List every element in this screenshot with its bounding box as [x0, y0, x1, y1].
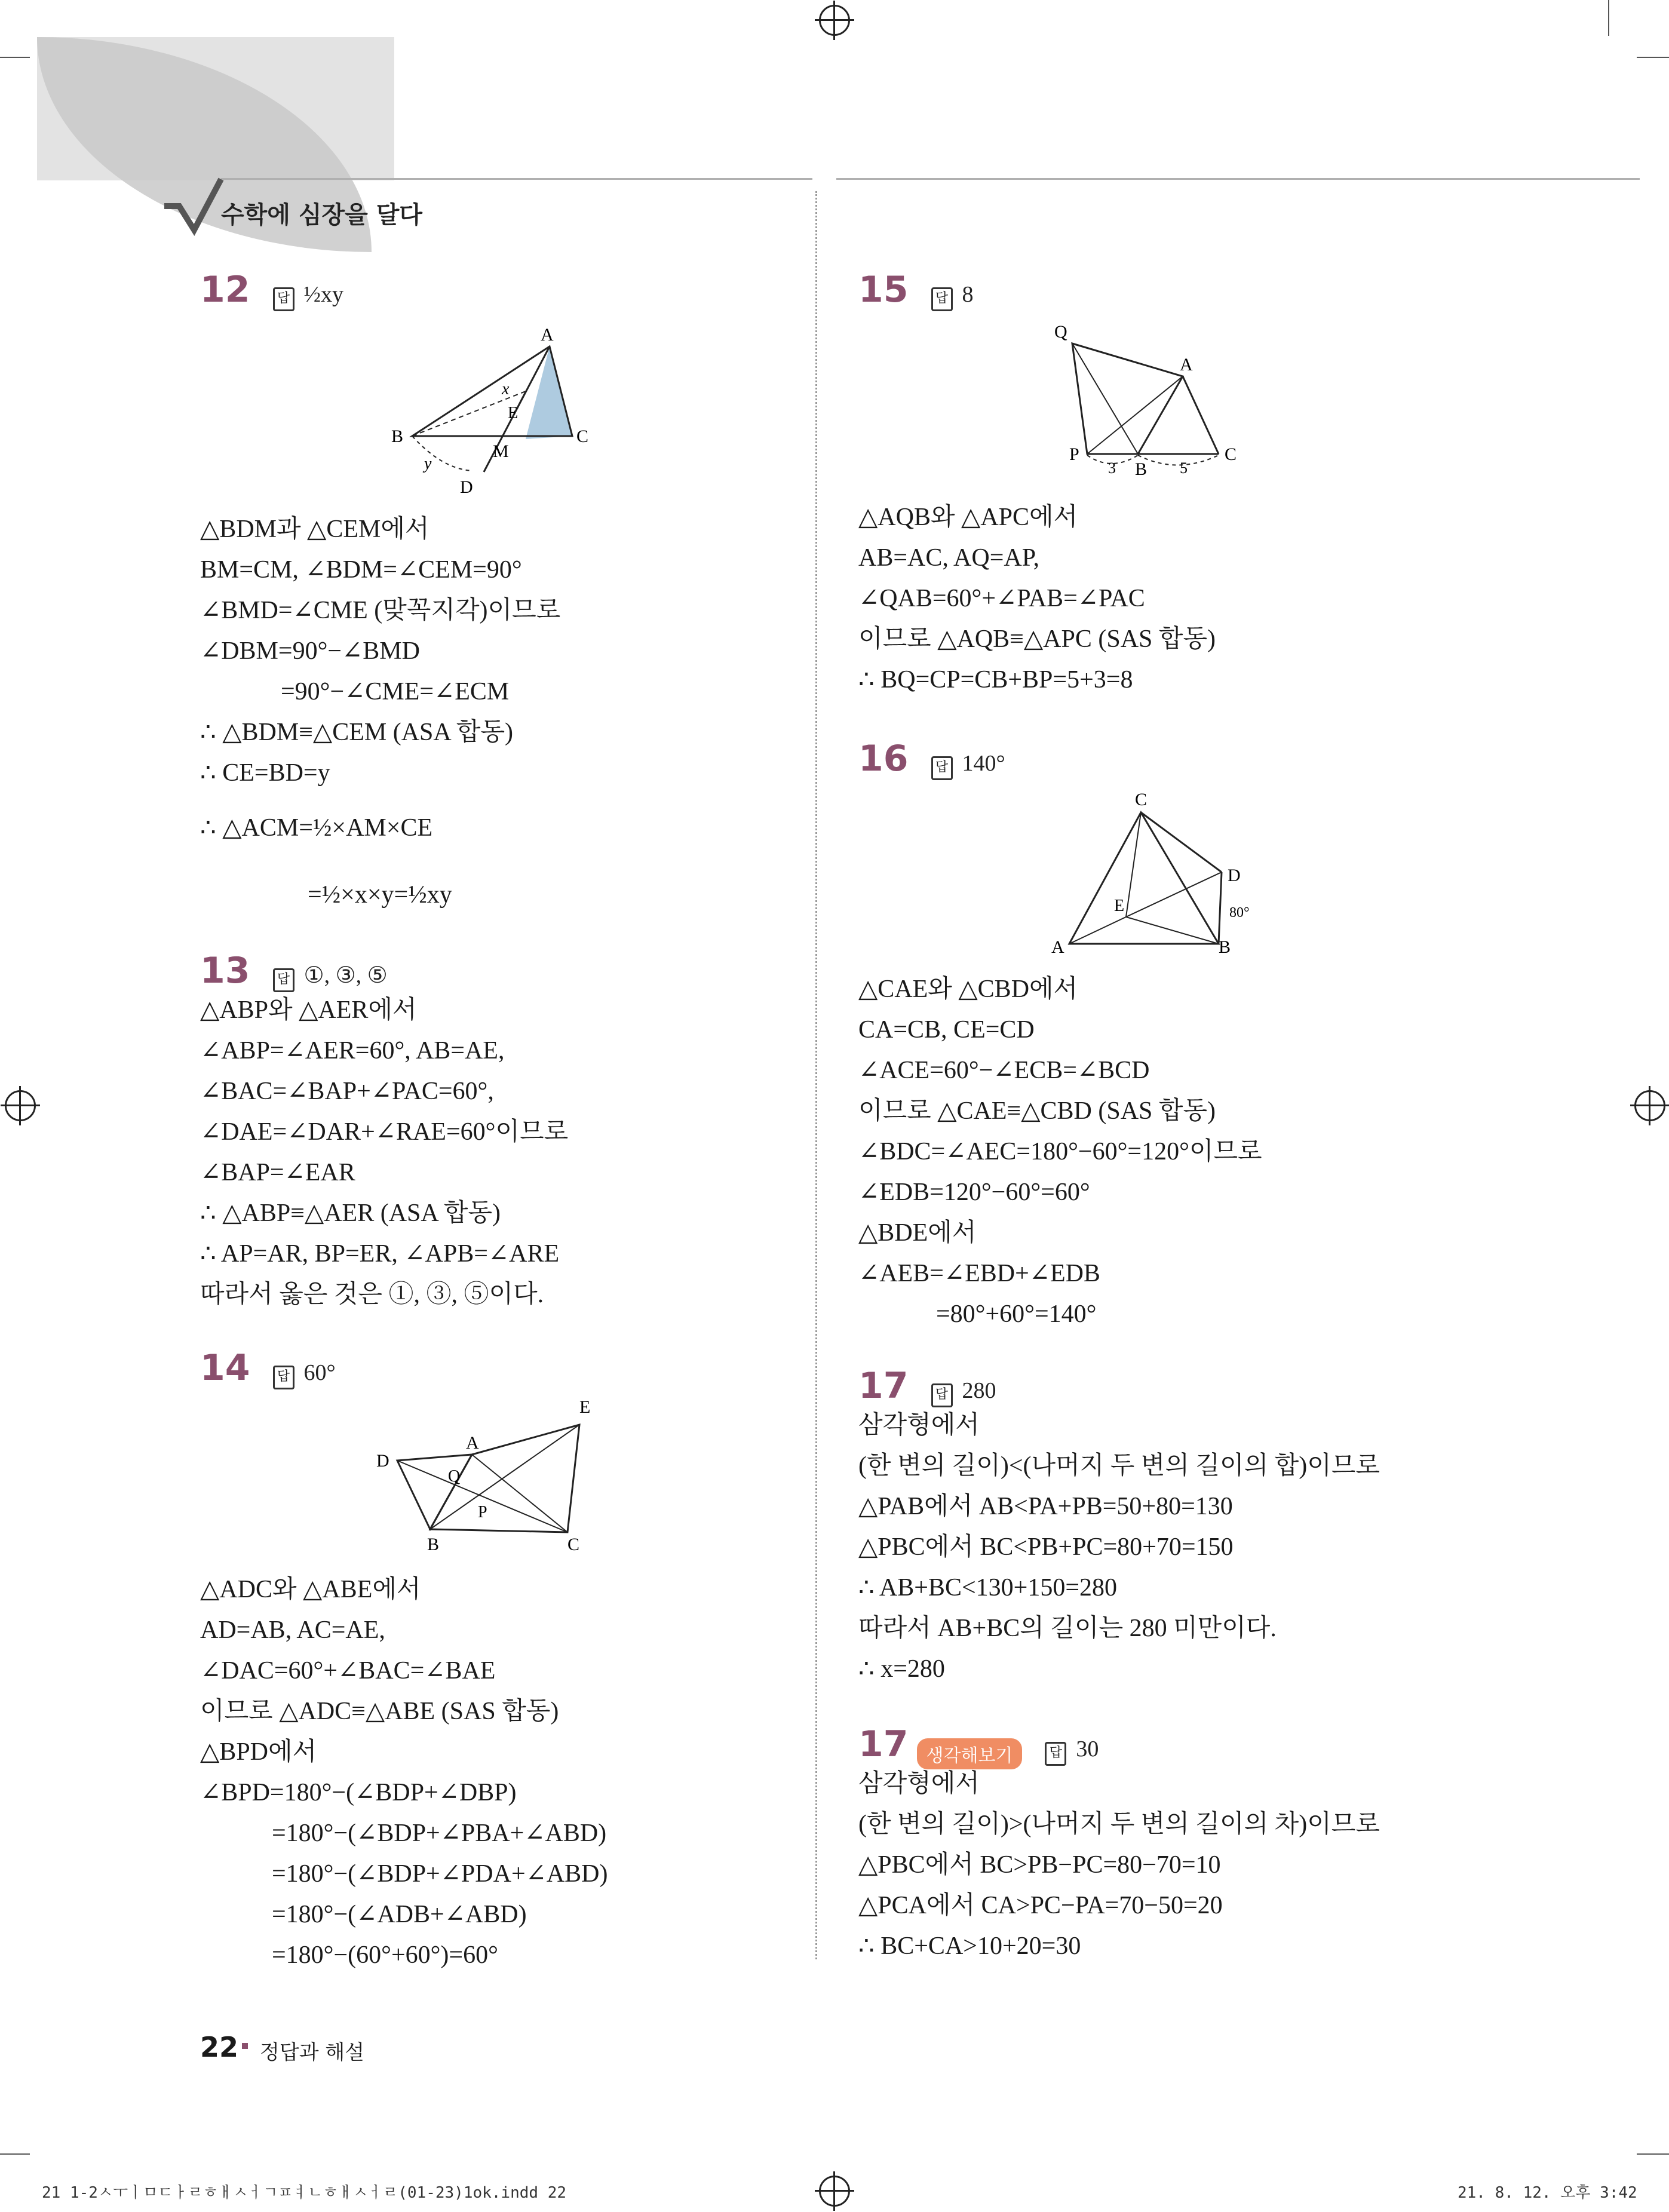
solution-line: =180°−(∠BDP+∠PBA+∠ABD): [272, 1820, 607, 1847]
problem-15-header: [858, 269, 974, 311]
problem-16-solution: [858, 977, 1262, 1327]
answer-value: 280: [962, 1378, 996, 1403]
solution-line: =180°−(60°+60°)=60°: [272, 1941, 498, 1969]
problem-number: 16: [858, 738, 909, 780]
solution-line: ∠AEB=∠EBD+∠EDB: [858, 1260, 1100, 1287]
label-C: C: [567, 1535, 580, 1554]
registration-mark-right: [1634, 1090, 1665, 1121]
registration-mark-top: [819, 5, 850, 36]
label-3: 3: [1108, 459, 1116, 477]
answer-value: ½xy: [303, 282, 343, 307]
answer-value: 30: [1076, 1737, 1099, 1762]
answer-icon: 답: [273, 968, 294, 992]
page-number: 22: [200, 2031, 239, 2063]
answer-value: ①, ③, ⑤: [303, 963, 388, 988]
solution-line: =180°−(∠BDP+∠PDA+∠ABD): [272, 1860, 608, 1888]
solution-line: △CAE와 △CBD에서: [858, 975, 1078, 1003]
problem-16-header: [858, 738, 1005, 780]
figure-15: [1045, 317, 1260, 484]
solution-line: △BPD에서: [200, 1738, 317, 1766]
solution-line: △ABP와 △AER에서: [200, 996, 417, 1024]
label-A: A: [1051, 937, 1064, 957]
solution-line: △BDM과 △CEM에서: [200, 516, 429, 543]
solution-line: =180°−(∠ADB+∠ABD): [272, 1901, 527, 1928]
answer-icon: 답: [1045, 1742, 1066, 1766]
footer-bullet: [242, 2043, 248, 2049]
solution-line: 따라서 AB+BC의 길이는 280 미만이다.: [858, 1615, 1277, 1642]
solution-line: =80°+60°=140°: [936, 1300, 1097, 1328]
solution-line: △ADC와 △ABE에서: [200, 1576, 421, 1603]
solution-line: ∠BMD=∠CME (맞꼭지각)이므로: [200, 597, 561, 624]
problem-12-solution: [200, 517, 560, 907]
label-E: E: [579, 1397, 591, 1417]
problem-17b-header: [858, 1723, 1099, 1769]
answer-value: 140°: [962, 751, 1005, 776]
problem-number: 13: [200, 950, 250, 992]
answer-icon: 답: [931, 1383, 953, 1407]
problem-17-header: [858, 1365, 996, 1407]
label-D: D: [1228, 866, 1241, 885]
solution-line: (한 변의 길이)>(나머지 두 변의 길이의 차)이므로: [858, 1811, 1380, 1838]
figure-16: [1039, 789, 1278, 962]
footer-label: 정답과 해설: [260, 2041, 365, 2064]
label-D: D: [376, 1451, 389, 1471]
crop-mark: [1637, 2153, 1669, 2155]
solution-line: ∴ △BDM≡△CEM (ASA 합동): [200, 719, 514, 746]
solution-line: ∴ △ACM=½×AM×CE: [200, 814, 433, 842]
label-C: C: [1225, 444, 1237, 464]
label-B: B: [1135, 459, 1148, 479]
problem-number: 14: [200, 1347, 250, 1389]
problem-15-solution: [858, 505, 1216, 692]
figure-12: [382, 323, 609, 502]
print-slug-left: 21 1-2ㅅㅜㅣㅁㄷㅏㄹㅎㅐㅅㅓㄱㅍㅕㄴㅎㅐㅅㅓㄹ(01-23)1ok.indd 22: [42, 2184, 567, 2202]
brand-title: 수학에 심장을 달다: [221, 201, 422, 229]
solution-line: ∠BAP=∠EAR: [200, 1159, 355, 1186]
solution-line: 삼각형에서: [858, 1412, 980, 1439]
answer-icon: 답: [273, 1366, 294, 1389]
problem-number: 12: [200, 269, 250, 311]
label-A: A: [466, 1433, 479, 1453]
print-slug-right: 21. 8. 12. 오후 3:42: [1458, 2184, 1637, 2202]
problem-14-solution: [200, 1577, 608, 1968]
label-C: C: [576, 427, 589, 446]
solution-line: BM=CM, ∠BDM=∠CEM=90°: [200, 556, 522, 584]
solution-line: △PBC에서 BC>PB−PC=80−70=10: [858, 1851, 1221, 1879]
solution-line: =½×x×y=½xy: [308, 881, 452, 909]
root-sign-icon: [161, 173, 227, 239]
label-Q: Q: [1054, 322, 1067, 342]
think-tag: 생각해보기: [917, 1738, 1023, 1769]
header-rule-left: [221, 178, 812, 180]
solution-line: 이므로 △AQB≡△APC (SAS 합동): [858, 625, 1216, 653]
solution-line: ∠ACE=60°−∠ECB=∠BCD: [858, 1057, 1150, 1084]
solution-line: △PAB에서 AB<PA+PB=50+80=130: [858, 1493, 1233, 1520]
label-C: C: [1135, 790, 1148, 809]
label-E: E: [508, 404, 519, 422]
solution-line: CA=CB, CE=CD: [858, 1016, 1035, 1044]
solution-line: △BDE에서: [858, 1219, 977, 1247]
solution-line: ∴ BQ=CP=CB+BP=5+3=8: [858, 666, 1133, 694]
solution-line: =90°−∠CME=∠ECM: [281, 678, 510, 705]
solution-line: ∠BDC=∠AEC=180°−60°=120°이므로: [858, 1138, 1262, 1165]
solution-line: ∴ x=280: [858, 1655, 945, 1683]
label-D: D: [460, 477, 473, 497]
problem-13-header: [200, 950, 388, 992]
answer-value: 60°: [303, 1360, 336, 1385]
shaded-triangle: [526, 346, 572, 439]
solution-line: ∠BAC=∠BAP+∠PAC=60°,: [200, 1078, 494, 1105]
label-angle-80: 80°: [1229, 905, 1250, 921]
solution-line: (한 변의 길이)<(나머지 두 변의 길이의 합)이므로: [858, 1452, 1380, 1480]
solution-line: 삼각형에서: [858, 1770, 980, 1797]
figure-14: [370, 1392, 609, 1559]
answer-icon: 답: [931, 287, 953, 311]
solution-line: ∠DAC=60°+∠BAC=∠BAE: [200, 1657, 496, 1685]
registration-mark-left: [5, 1090, 36, 1121]
problem-number: 17: [858, 1723, 909, 1765]
label-P: P: [478, 1503, 487, 1521]
label-E: E: [1114, 897, 1125, 915]
problem-13-solution: [200, 998, 568, 1307]
answer-value: 8: [962, 282, 974, 307]
solution-line: ∠DAE=∠DAR+∠RAE=60°이므로: [200, 1118, 569, 1146]
solution-line: △PBC에서 BC<PB+PC=80+70=150: [858, 1533, 1234, 1561]
solution-line: ∠EDB=120°−60°=60°: [858, 1179, 1090, 1206]
solution-line: 이므로 △ADC≡△ABE (SAS 합동): [200, 1698, 559, 1725]
solution-line: △PCA에서 CA>PC−PA=70−50=20: [858, 1892, 1223, 1919]
label-A: A: [541, 325, 554, 345]
solution-line: ∠BPD=180°−(∠BDP+∠DBP): [200, 1779, 517, 1806]
crop-mark: [0, 57, 30, 58]
solution-line: ∠DBM=90°−∠BMD: [200, 637, 420, 665]
solution-line: 이므로 △CAE≡△CBD (SAS 합동): [858, 1097, 1216, 1125]
label-B: B: [1219, 937, 1231, 957]
problem-12-header: [200, 269, 343, 311]
label-M: M: [493, 441, 509, 461]
label-B: B: [427, 1535, 440, 1554]
label-y: y: [424, 455, 432, 473]
label-5: 5: [1180, 459, 1188, 477]
problem-14-header: [200, 1347, 336, 1389]
registration-mark-bottom: [819, 2176, 850, 2207]
solution-line: ∴ AB+BC<130+150=280: [858, 1574, 1118, 1602]
problem-17b-solution: [858, 1771, 1380, 1959]
label-B: B: [391, 427, 404, 446]
crop-mark: [0, 2153, 30, 2155]
label-Q: Q: [448, 1467, 461, 1486]
answer-icon: 답: [273, 287, 294, 311]
problem-number: 15: [858, 269, 909, 311]
header-rule-right: [836, 178, 1640, 180]
label-P: P: [1069, 444, 1079, 464]
solution-line: AD=AB, AC=AE,: [200, 1616, 385, 1644]
solution-line: 따라서 옳은 것은 ①, ③, ⑤이다.: [200, 1281, 544, 1308]
crop-mark: [1608, 0, 1609, 36]
solution-line: ∴ △ABP≡△AER (ASA 합동): [200, 1199, 501, 1227]
solution-line: AB=AC, AQ=AP,: [858, 544, 1039, 572]
solution-line: ∠QAB=60°+∠PAB=∠PAC: [858, 585, 1145, 612]
problem-17-solution: [858, 1413, 1380, 1682]
solution-line: ∠ABP=∠AER=60°, AB=AE,: [200, 1037, 505, 1064]
solution-line: ∴ BC+CA>10+20=30: [858, 1932, 1081, 1960]
problem-number: 17: [858, 1365, 909, 1407]
crop-mark: [1637, 57, 1669, 58]
column-divider: [815, 191, 817, 1959]
solution-line: △AQB와 △APC에서: [858, 504, 1078, 531]
label-x: x: [502, 380, 510, 398]
solution-line: ∴ CE=BD=y: [200, 759, 330, 787]
label-A: A: [1180, 355, 1193, 375]
solution-line: ∴ AP=AR, BP=ER, ∠APB=∠ARE: [200, 1240, 560, 1268]
answer-icon: 답: [931, 756, 953, 780]
